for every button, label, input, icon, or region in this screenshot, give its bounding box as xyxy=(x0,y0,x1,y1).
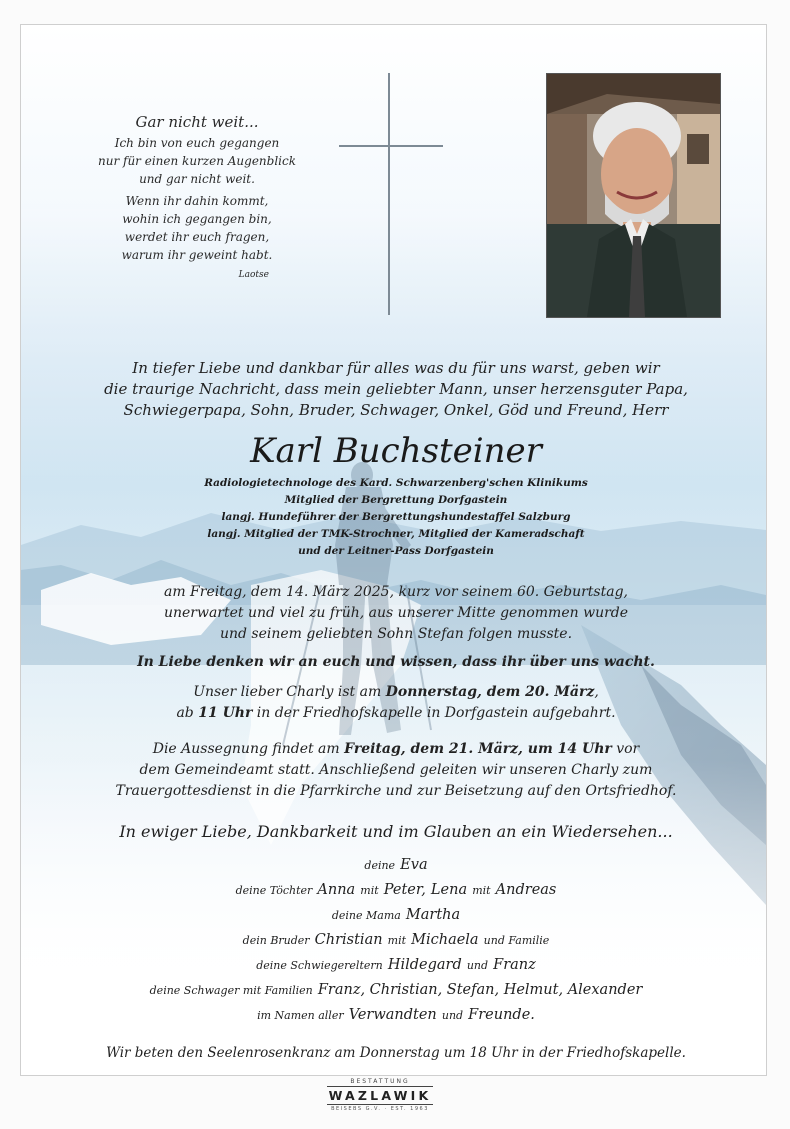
relation: dein Bruder xyxy=(242,934,310,947)
relation: im Namen aller xyxy=(257,1009,344,1022)
relation: und Familie xyxy=(483,934,550,947)
logo-sub: BEISEBS G.V. · EST. 1963 xyxy=(331,1106,429,1112)
mourner-row xyxy=(81,951,711,976)
viewing-text: , xyxy=(594,684,599,700)
intro-line: In tiefer Liebe und dankbar für alles was du für uns warst, geben wir xyxy=(132,359,660,377)
poem-line: Ich bin von euch gegangen xyxy=(114,136,280,150)
mourner-name: Martha xyxy=(405,907,461,923)
obituary-card xyxy=(20,24,767,1076)
viewing-line-2 xyxy=(91,703,701,724)
poem xyxy=(97,113,297,284)
death-line: und seinem geliebten Sohn Stefan folgen musste. xyxy=(219,626,573,642)
title-line: und der Leitner-Pass Dorfgastein xyxy=(298,545,494,557)
mourner-name: Lena xyxy=(430,882,468,898)
poem-line: warum ihr geweint habt. xyxy=(121,248,273,262)
poem-title: Gar nicht weit... xyxy=(135,113,259,131)
funeral-info xyxy=(81,739,711,802)
relation: mit xyxy=(472,884,491,897)
poem-line: Wenn ihr dahin kommt, xyxy=(125,194,269,208)
closing-line: In ewiger Liebe, Dankbarkeit und im Glauben an ein Wiedersehen... xyxy=(119,822,673,841)
viewing-text: in der Friedhofskapelle in Dorfgastein aufgebahrt. xyxy=(252,705,616,721)
intro-text xyxy=(91,358,701,421)
funeral-datetime: Freitag, dem 21. März, um 14 Uhr xyxy=(344,741,612,757)
title-line: langj. Hundeführer der Bergrettungshundestaffel Salzburg xyxy=(221,511,571,523)
poem-line: und gar nicht weit. xyxy=(139,172,255,186)
mourner-row xyxy=(81,1001,711,1026)
mourner-row xyxy=(81,851,711,876)
mourner-name: Verwandten xyxy=(348,1007,437,1023)
intro-line: Schwiegerpapa, Sohn, Bruder, Schwager, Onkel, Göd und Freund, Herr xyxy=(123,401,669,419)
mourner-name: Anna xyxy=(317,882,356,898)
deceased-name: Karl Buchsteiner xyxy=(250,431,542,471)
remembrance-line: In Liebe denken wir an euch und wissen, dass ihr über uns wacht. xyxy=(137,654,655,670)
poem-stanza-2 xyxy=(97,192,297,264)
mourner-name: Christian xyxy=(314,932,383,948)
viewing-line-1 xyxy=(91,682,701,703)
funeral-line-3: Trauergottesdienst in die Pfarrkirche und zur Beisetzung auf den Ortsfriedhof. xyxy=(115,783,677,799)
mourner-name: Freunde. xyxy=(468,1007,535,1023)
poem-author: Laotse xyxy=(238,270,269,280)
mourner-row xyxy=(81,876,711,901)
mourner-name: Franz xyxy=(493,957,536,973)
funeral-text: Die Aussegnung findet am xyxy=(152,741,345,757)
poem-line: nur für einen kurzen Augenblick xyxy=(98,154,296,168)
funeral-line-1 xyxy=(81,739,711,760)
mourner-name: Hildegard xyxy=(387,957,462,973)
mourner-row xyxy=(81,976,711,1001)
relation: und xyxy=(441,1009,464,1022)
logo-top: BESTATTUNG xyxy=(350,1078,410,1085)
relation: deine Mama xyxy=(331,909,401,922)
intro-line: die traurige Nachricht, dass mein geliebter Mann, unser herzensguter Papa, xyxy=(104,380,688,398)
viewing-info xyxy=(91,682,701,724)
mourner-name: Peter, xyxy=(383,882,426,898)
mourners-list xyxy=(81,851,711,1026)
death-line: unerwartet und viel zu früh, aus unserer Mitte genommen wurde xyxy=(163,605,629,621)
cross-icon xyxy=(339,73,443,315)
relation: mit xyxy=(360,884,379,897)
mourner-name: Franz, Christian, Stefan, Helmut, Alexander xyxy=(317,982,643,998)
relation: deine Schwager mit Familien xyxy=(149,984,313,997)
relation: deine xyxy=(364,859,396,872)
deceased-titles xyxy=(141,475,651,560)
mourner-name: Michaela xyxy=(411,932,479,948)
poem-line: wohin ich gegangen bin, xyxy=(122,212,272,226)
relation: mit xyxy=(387,934,407,947)
funeral-home-logo xyxy=(300,1076,460,1116)
death-notice xyxy=(91,582,701,645)
logo-brand: WAZLAWIK xyxy=(328,1088,432,1103)
mourner-name: Eva xyxy=(400,857,428,873)
rosary-notice: Wir beten den Seelenrosenkranz am Donnerstag um 18 Uhr in der Friedhofskapelle. xyxy=(106,1045,686,1061)
poem-stanza-1 xyxy=(97,134,297,188)
poem-line: werdet ihr euch fragen, xyxy=(124,230,270,244)
funeral-text: vor xyxy=(611,741,640,757)
mourner-row xyxy=(81,926,711,951)
mourner-row xyxy=(81,901,711,926)
viewing-text: Unser lieber Charly ist am xyxy=(193,684,386,700)
relation: deine Töchter xyxy=(235,884,313,897)
relation: und xyxy=(466,959,489,972)
viewing-time: 11 Uhr xyxy=(198,705,253,721)
title-line: Radiologietechnologe des Kard. Schwarzenberg'schen Klinikums xyxy=(204,477,588,489)
viewing-text: ab xyxy=(176,705,199,721)
funeral-line-2: dem Gemeindeamt statt. Anschließend geleiten wir unseren Charly zum xyxy=(139,762,653,778)
mourner-name: Andreas xyxy=(495,882,557,898)
title-line: Mitglied der Bergrettung Dorfgastein xyxy=(284,494,508,506)
title-line: langj. Mitglied der TMK-Strochner, Mitglied der Kameradschaft xyxy=(207,528,585,540)
relation: deine Schwiegereltern xyxy=(256,959,383,972)
death-line: am Freitag, dem 14. März 2025, kurz vor seinem 60. Geburtstag, xyxy=(163,584,629,600)
portrait-photo xyxy=(546,73,721,318)
viewing-date: Donnerstag, dem 20. März xyxy=(385,684,595,700)
